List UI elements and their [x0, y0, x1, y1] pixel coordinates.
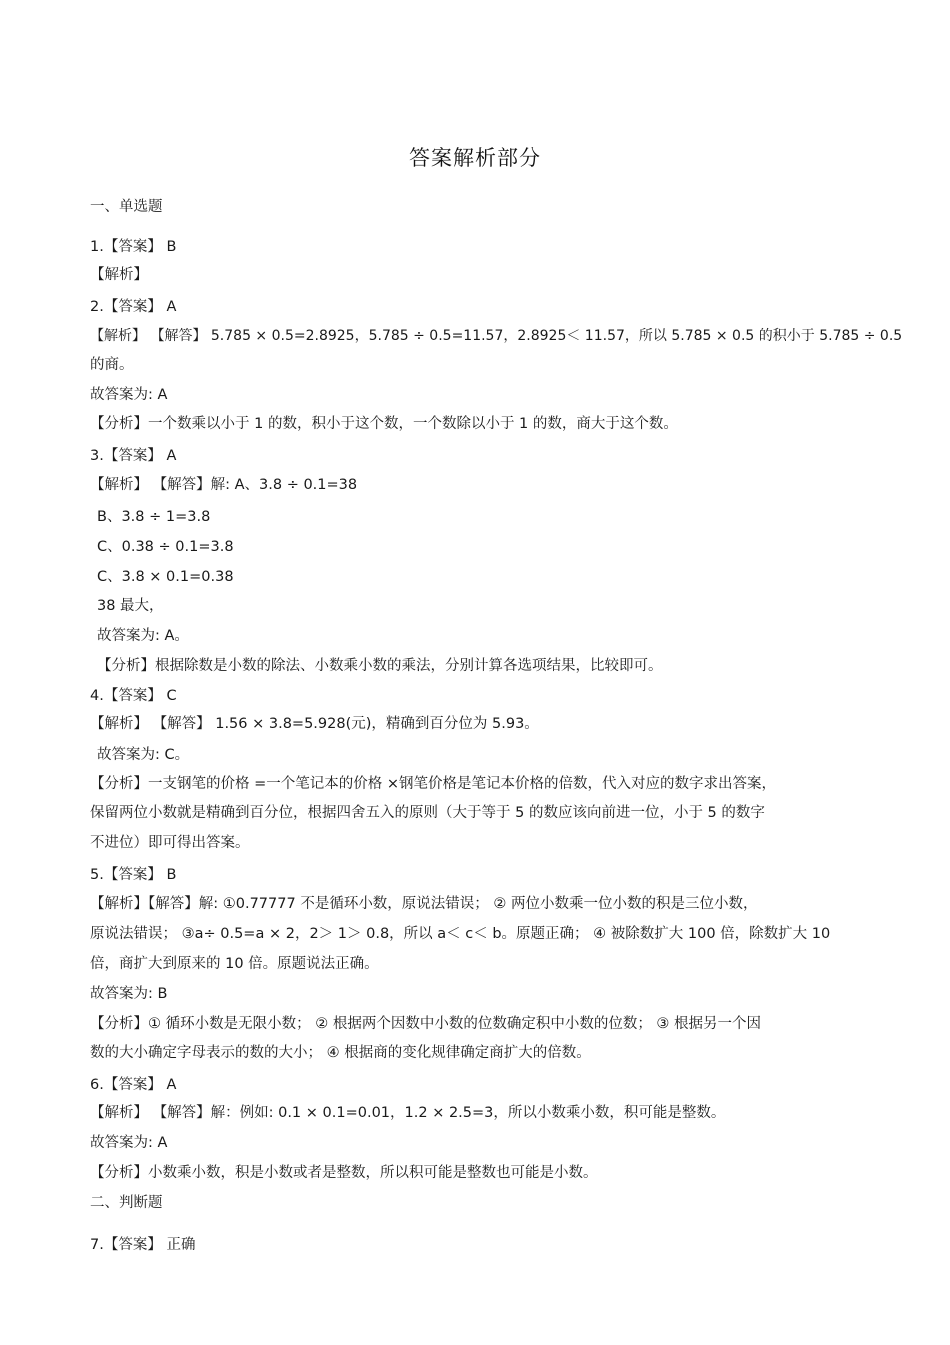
text-line: 保留两位小数就是精确到百分位，根据四舍五入的原则（大于等于 5 的数应该向前进一位，小于 5 的数字 — [90, 805, 765, 821]
text-line: 【分析】根据除数是小数的除法、小数乘小数的乘法，分别计算各选项结果，比较即可。 — [97, 658, 663, 674]
text-line: 1.【答案】 B — [90, 239, 177, 255]
text-line: 3.【答案】 A — [90, 448, 177, 464]
text-line: 故答案为: A。 — [97, 628, 189, 644]
text-line: 故答案为: A — [90, 1135, 168, 1151]
text-line: 数的大小确定字母表示的数的大小； ④ 根据商的变化规律确定商扩大的倍数。 — [90, 1045, 591, 1061]
text-line: 【分析】一个数乘以小于 1 的数，积小于这个数，一个数除以小于 1 的数，商大于这个数。 — [90, 416, 678, 432]
text-line: 【解析】 【解答】解: A、3.8 ÷ 0.1=38 — [90, 477, 358, 493]
text-line: 7.【答案】 正确 — [90, 1237, 196, 1253]
page-title: 答案解析部分 — [409, 146, 541, 170]
text-line: 故答案为: C。 — [97, 747, 190, 763]
text-line: 【解析】 【解答】 5.785 × 0.5=2.8925，5.785 ÷ 0.5=11.57，2.8925＜ 11.57，所以 5.785 × 0.5 的积小于 5.785 ÷ 0.5 — [90, 328, 903, 344]
text-line: 38 最大， — [97, 598, 164, 614]
text-line: C、0.38 ÷ 0.1=3.8 — [97, 539, 234, 555]
text-line: 4.【答案】 C — [90, 688, 177, 704]
text-line: 倍，商扩大到原来的 10 倍。原题说法正确。 — [90, 956, 379, 972]
text-line: 2.【答案】 A — [90, 299, 177, 315]
text-line: 故答案为: A — [90, 387, 168, 403]
text-line: 原说法错误； ③a÷ 0.5=a × 2，2＞ 1＞ 0.8，所以 a＜ c＜ b。原题正确； ④ 被除数扩大 100 倍，除数扩大 10 — [90, 926, 831, 942]
text-line: 【解析】 【解答】 1.56 × 3.8=5.928(元)，精确到百分位为 5.93。 — [90, 716, 539, 732]
text-line: 5.【答案】 B — [90, 867, 177, 883]
text-line: B、3.8 ÷ 1=3.8 — [97, 509, 211, 525]
text-line: 【解析】 【解答】解：例如: 0.1 × 0.1=0.01，1.2 × 2.5=3，所以小数乘小数，积可能是整数。 — [90, 1105, 726, 1121]
text-line: 故答案为: B — [90, 986, 168, 1002]
text-line: 【分析】① 循环小数是无限小数； ② 根据两个因数中小数的位数确定积中小数的位数； ③ 根据另一个因 — [90, 1016, 762, 1032]
text-line: 【分析】一支钢笔的价格 =一个笔记本的价格 ×钢笔价格是笔记本价格的倍数，代入对应的数字求出答案， — [90, 776, 777, 792]
text-line: 【分析】小数乘小数，积是小数或者是整数，所以积可能是整数也可能是小数。 — [90, 1165, 598, 1181]
text-line: 【解析】 — [90, 267, 148, 283]
text-line: 不进位）即可得出答案。 — [90, 835, 250, 851]
text-line: 6.【答案】 A — [90, 1077, 177, 1093]
section-heading: 二、判断题 — [90, 1195, 163, 1211]
text-line: 【解析】【解答】解: ①0.77777 不是循环小数，原说法错误； ② 两位小数乘一位小数的积是三位小数， — [90, 896, 758, 912]
section-heading: 一、单选题 — [90, 199, 163, 215]
text-line: 的商。 — [90, 357, 134, 373]
text-line: C、3.8 × 0.1=0.38 — [97, 569, 234, 585]
